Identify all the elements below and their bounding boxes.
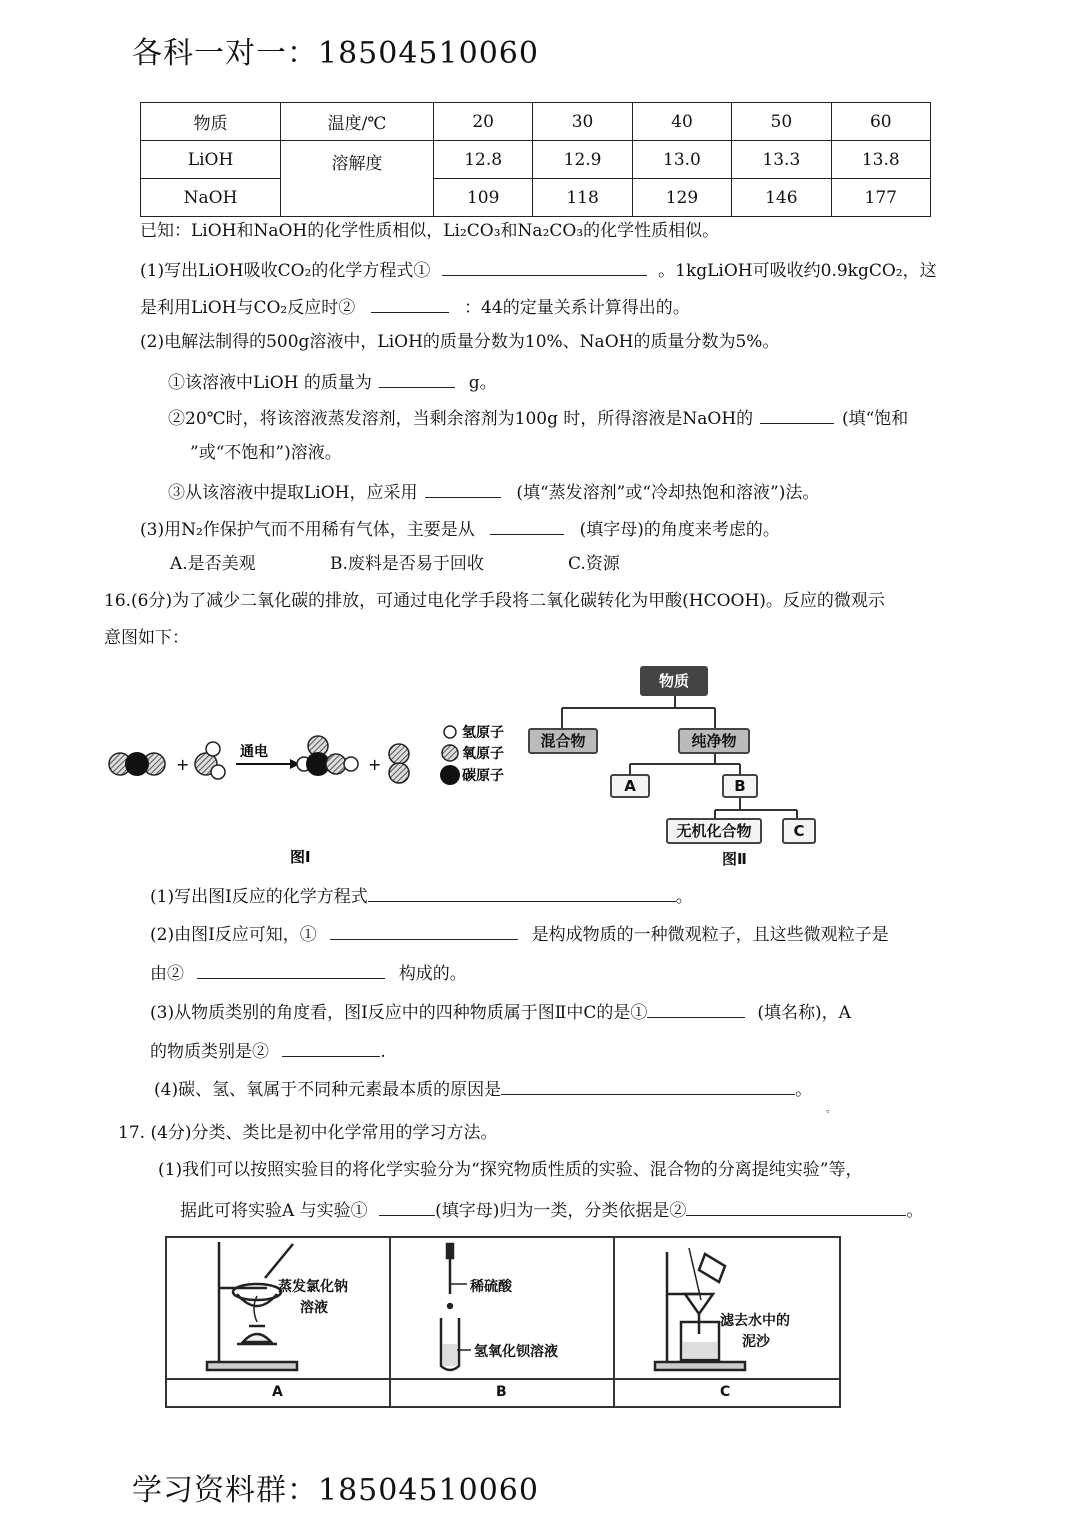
q16-p3c: 的物质类别是② (150, 1042, 269, 1062)
table-cell: 118 (533, 179, 632, 217)
o2-molecule (389, 744, 409, 783)
table-cell: 177 (831, 179, 930, 217)
table-cell: 50 (732, 103, 831, 141)
experiment-a-apparatus (167, 1238, 389, 1376)
answer-blank[interactable] (197, 960, 385, 979)
table-cell: 129 (632, 179, 731, 217)
q16-intro-line1: 16.(6分)为了减少二氧化碳的排放，可通过电化学手段将二氧化碳转化为甲酸(HCOOH)。反应的微观示 (104, 591, 885, 611)
q15-option-b: B.废料是否易于回收 (330, 554, 484, 574)
table-cell: 13.8 (831, 141, 930, 179)
q15-p1c: 是利用LiOH与CO₂反应时② (140, 298, 356, 318)
q15-p2c-tail: (填“蒸发溶剂”或“冷却热饱和溶液”)法。 (516, 483, 820, 503)
table-cell: 13.0 (632, 141, 731, 179)
table-row-label: NaOH (141, 179, 281, 217)
tree-node-a: A (610, 774, 650, 798)
footer-contact: 学习资料群：18504510060 (132, 1473, 539, 1508)
experiment-a-label1: 蒸发氯化钠 (278, 1279, 348, 1295)
table-cell: 109 (433, 179, 532, 217)
q15-p2a: ①该溶液中LiOH 的质量为 (168, 373, 372, 393)
tree-node-mixture: 混合物 (528, 728, 598, 754)
reaction-arrow (236, 759, 300, 769)
experiment-b-letter: B (496, 1384, 507, 1400)
figure-1-caption: 图I (290, 848, 311, 866)
q16-p2a: (2)由图I反应可知，① (150, 925, 317, 945)
q15-p1a: (1)写出LiOH吸收CO₂的化学方程式① (140, 261, 431, 281)
q15-part1-line2 (140, 294, 690, 319)
q16-p3b: (填名称)，A (757, 1003, 851, 1023)
answer-blank[interactable] (490, 516, 564, 535)
q15-p2b-tail: (填“饱和 (841, 409, 909, 429)
q16-p1-end: 。 (675, 887, 693, 907)
answer-blank[interactable] (371, 294, 449, 313)
q17-intro: 17. (4分)分类、类比是初中化学常用的学习方法。 (118, 1123, 498, 1143)
legend-carbon: 碳原子 (462, 768, 504, 784)
header-contact: 各科一对一：18504510060 (132, 36, 539, 71)
legend-hydrogen: 氢原子 (462, 725, 504, 741)
answer-blank[interactable] (501, 1076, 795, 1095)
answer-blank[interactable] (760, 405, 834, 424)
q16-p4-end: 。 (795, 1080, 813, 1100)
table-header-substance: 物质 (141, 103, 281, 141)
experiment-c-letter: C (720, 1384, 731, 1400)
q15-part2b-line2: ”或“不饱和”)溶液。 (190, 443, 342, 463)
tree-node-pure: 纯净物 (678, 728, 750, 754)
q16-intro-line2: 意图如下： (104, 628, 189, 648)
co2-molecule (109, 752, 165, 776)
stray-mark: 。 (826, 1104, 836, 1115)
tree-node-substance: 物质 (640, 666, 708, 696)
tree-node-c: C (782, 818, 816, 844)
table-cell: 146 (732, 179, 831, 217)
q17-p1d: 。 (906, 1201, 924, 1221)
q15-option-a: A.是否美观 (170, 554, 256, 574)
legend-oxygen: 氧原子 (462, 746, 504, 762)
answer-blank[interactable] (379, 1197, 435, 1216)
solubility-table (140, 102, 931, 217)
answer-blank[interactable] (647, 999, 745, 1018)
experiment-a-letter: A (272, 1384, 283, 1400)
table-cell: 40 (632, 103, 731, 141)
table-cell: 30 (533, 103, 632, 141)
q17-part1-line1: (1)我们可以按照实验目的将化学实验分为“探究物质性质的实验、混合物的分离提纯实验”等， (158, 1160, 863, 1180)
answer-blank[interactable] (330, 921, 518, 940)
q15-part2b (168, 405, 908, 430)
q15-part2c (168, 479, 819, 504)
q15-p3-tail: (填字母)的角度来考虑的。 (579, 520, 780, 540)
h2o-molecule (195, 742, 225, 779)
q15-p2b: ②20℃时，将该溶液蒸发溶剂，当剩余溶剂为100g 时，所得溶液是NaOH的 (168, 409, 754, 429)
tree-node-inorganic: 无机化合物 (666, 818, 762, 844)
q16-p3-dot: . (380, 1042, 386, 1062)
q15-p1d: ：44的定量关系计算得出的。 (464, 298, 690, 318)
q15-part2: (2)电解法制得的500g溶液中，LiOH的质量分数为10%、NaOH的质量分数为5%。 (140, 332, 780, 352)
experiment-c-label2: 泥沙 (742, 1334, 770, 1350)
q16-part4 (154, 1076, 812, 1101)
q15-p2c: ③从该溶液中提取LiOH，应采用 (168, 483, 418, 503)
hcooh-molecule (297, 736, 358, 776)
answer-blank[interactable] (686, 1197, 906, 1216)
q15-option-c: C.资源 (568, 554, 620, 574)
table-cell: 13.3 (732, 141, 831, 179)
plus-sign: + (368, 755, 382, 774)
q17-p1b: 据此可将实验A 与实验① (180, 1201, 368, 1221)
answer-blank[interactable] (379, 369, 455, 388)
table-cell: 60 (831, 103, 930, 141)
q15-part2a (168, 369, 497, 394)
table-cell: 12.8 (433, 141, 532, 179)
q16-part2-line1 (150, 921, 889, 946)
q16-part2-line2 (150, 960, 467, 985)
q16-p3a: (3)从物质类别的角度看，图I反应中的四种物质属于图Ⅱ中C的是① (150, 1003, 648, 1023)
q15-p2a-unit: g。 (468, 373, 497, 393)
q16-part3-line2 (150, 1038, 386, 1063)
q15-part1-line1 (140, 257, 937, 282)
q16-p2c: 由② (150, 964, 184, 984)
table-header-temperature: 温度/℃ (281, 103, 434, 141)
answer-blank[interactable] (442, 257, 647, 276)
atom-legend (440, 724, 504, 785)
q15-p1b: 。1kgLiOH可吸收约0.9kgCO₂，这 (658, 261, 937, 281)
plus-sign: + (176, 755, 190, 774)
answer-blank[interactable] (368, 883, 676, 902)
q16-part1 (150, 883, 693, 908)
experiment-b-label2: 氢氧化钡溶液 (474, 1344, 558, 1360)
experiment-c-label1: 滤去水中的 (720, 1313, 790, 1329)
q15-part3 (140, 516, 780, 541)
experiment-c-apparatus (615, 1238, 837, 1376)
answer-blank[interactable] (425, 479, 501, 498)
q16-p1: (1)写出图I反应的化学方程式 (150, 887, 368, 907)
experiment-a-label2: 溶液 (300, 1300, 328, 1316)
table-row-label: LiOH (141, 141, 281, 179)
q16-p2d: 构成的。 (398, 964, 467, 984)
table-cell: 20 (433, 103, 532, 141)
experiment-b-label1: 稀硫酸 (470, 1279, 512, 1295)
answer-blank[interactable] (282, 1038, 380, 1057)
q16-p4: (4)碳、氢、氧属于不同种元素最本质的原因是 (154, 1080, 502, 1100)
q16-p2b: 是构成物质的一种微观粒子，且这些微观粒子是 (531, 925, 889, 945)
arrow-label: 通电 (240, 744, 268, 760)
table-cell: 12.9 (533, 141, 632, 179)
q16-part3-line1 (150, 999, 851, 1024)
q17-p1c: (填字母)归为一类，分类依据是② (435, 1201, 687, 1221)
q15-p3: (3)用N₂作保护气而不用稀有气体，主要是从 (140, 520, 475, 540)
tree-node-b: B (722, 774, 758, 798)
q17-part1-line2 (180, 1197, 923, 1222)
figure-2-caption: 图Ⅱ (722, 850, 747, 868)
figure-1-reaction (100, 660, 530, 870)
q15-known: 已知：LiOH和NaOH的化学性质相似，Li₂CO₃和Na₂CO₃的化学性质相似。 (140, 221, 720, 241)
table-header-solubility: 溶解度 (281, 141, 434, 217)
